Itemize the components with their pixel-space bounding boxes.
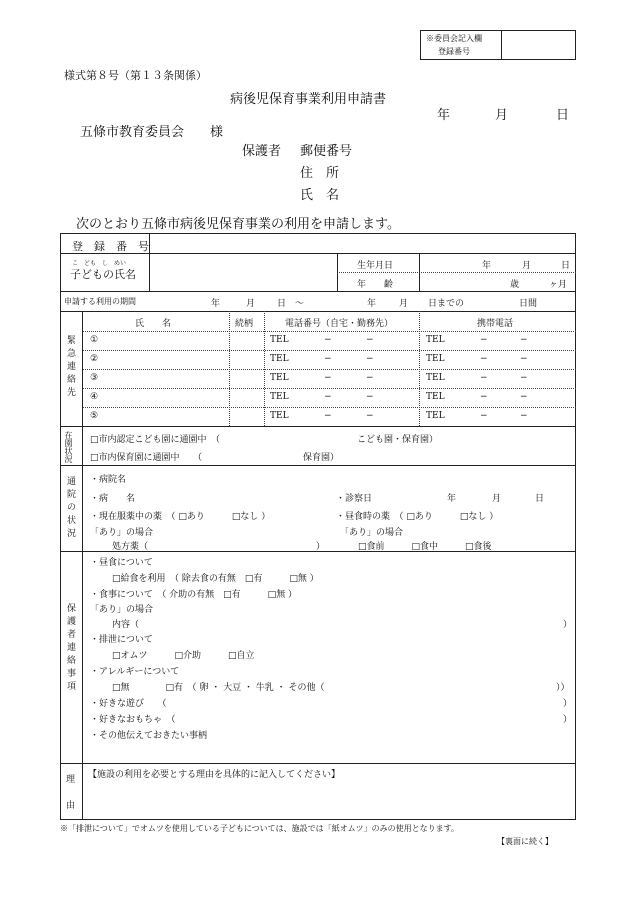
note-lunch-options[interactable]: □給食を利用 （ 除去食の有無 □有 □無 ） xyxy=(112,574,319,584)
birth-label: 生年月日 xyxy=(357,261,394,271)
hospital-side-label: 通院の状況 xyxy=(65,476,75,541)
footnote: ※「排泄について」でオムツを使用している子どもについては、施設では「紙オムツ」のみの使用となります。 xyxy=(60,824,460,833)
em-row-dash: − xyxy=(520,392,528,402)
reg-no-label: 登 録 番 号 xyxy=(72,240,149,253)
enrollment-line2[interactable]: □市内保育園に通園中 （ xyxy=(90,453,203,463)
continued-note: 【裏面に続く】 xyxy=(497,837,553,846)
note-toy: ・好きなおもちゃ （ xyxy=(90,715,176,725)
age-label: 年 齢 xyxy=(357,280,394,290)
em-header-relation: 続柄 xyxy=(235,319,254,329)
em-row-tel-label: TEL xyxy=(270,335,289,345)
em-row-dash: − xyxy=(366,335,374,345)
prescription-end: ） xyxy=(316,542,326,552)
em-header-name: 氏 名 xyxy=(135,319,172,329)
form-number: 様式第８号（第１３条関係） xyxy=(64,69,207,82)
em-row-dash: − xyxy=(366,392,374,402)
name-label: 氏 名 xyxy=(300,188,340,203)
em-row-mobile-tel-label: TEL xyxy=(426,354,445,364)
child-name-ruby: こ ども し めい xyxy=(72,260,127,267)
note-toy-close: ） xyxy=(563,715,573,725)
address-label: 住 所 xyxy=(300,166,340,181)
committee-regno-label: 登録番号 xyxy=(438,47,470,56)
hospital-name: ・病院名 xyxy=(90,475,127,485)
birth-month: 月 xyxy=(522,261,532,271)
em-row-dash: − xyxy=(324,411,332,421)
period-y1: 年 xyxy=(211,299,221,309)
em-row-tel-label: TEL xyxy=(270,354,289,364)
em-row-dash: − xyxy=(520,373,528,383)
intro-text: 次のとおり五條市病後児保育事業の利用を申請します。 xyxy=(76,217,400,232)
em-row-number: ② xyxy=(90,354,99,364)
addressee: 五條市教育委員会 様 xyxy=(80,125,224,140)
period-d2: 日までの xyxy=(428,299,465,309)
committee-label: ※委員会記入欄 xyxy=(426,34,482,43)
age-months: ヶ月 xyxy=(549,280,568,290)
reason-side-2: 由 xyxy=(66,801,76,811)
em-row-dash: − xyxy=(480,392,488,402)
enrollment-side-label xyxy=(63,431,81,463)
reason-field[interactable] xyxy=(84,780,574,818)
date-year: 年 xyxy=(437,108,451,123)
note-content-close: ） xyxy=(563,620,573,630)
date-month: 月 xyxy=(495,108,509,123)
timing-options[interactable]: □食前 □食中 □食後 xyxy=(358,542,492,552)
period-m1: 月 xyxy=(246,299,256,309)
birth-year: 年 xyxy=(482,261,492,271)
ari-case-1: 「あり」の場合 xyxy=(90,528,154,538)
reason-instruction: 【施設の利用を必要とする理由を具体的に記入してください】 xyxy=(88,770,341,780)
reason-side-1: 理 xyxy=(66,775,76,785)
period-y2: 年 xyxy=(367,299,377,309)
note-ari: 「あり」の場合 xyxy=(90,605,154,615)
note-other: ・その他伝えておきたい事柄 xyxy=(90,731,208,741)
ari-case-2: 「あり」の場合 xyxy=(340,528,404,538)
em-row-dash: − xyxy=(324,373,332,383)
visit-day: 日 xyxy=(535,494,545,504)
em-row-tel-label: TEL xyxy=(270,392,289,402)
em-row-dash: − xyxy=(520,411,528,421)
em-row-tel-label: TEL xyxy=(270,373,289,383)
enrollment-line1[interactable]: □市内認定こども園に通園中 （ xyxy=(90,435,221,445)
enrollment-line1-end: こども園・保育園） xyxy=(357,435,439,445)
em-row-dash: − xyxy=(480,411,488,421)
postal-label: 郵便番号 xyxy=(300,144,353,159)
note-lunch: ・昼食について xyxy=(90,558,153,568)
em-row-number: ⑤ xyxy=(90,411,99,421)
hospital-visit: ・診察日 xyxy=(336,494,373,504)
em-row-number: ④ xyxy=(90,392,99,402)
period-label: 申請する利用の期間 xyxy=(64,297,136,306)
reg-no-field[interactable] xyxy=(150,234,575,252)
em-row-dash: − xyxy=(520,335,528,345)
period-d1: 日 〜 xyxy=(277,299,305,309)
guardian-label: 保護者 xyxy=(242,144,282,159)
note-toilet: ・排泄について xyxy=(90,635,153,645)
prescription-label: 処方薬（ xyxy=(112,542,149,552)
visit-year: 年 xyxy=(447,494,457,504)
age-years: 歳 xyxy=(510,280,520,290)
em-row-dash: − xyxy=(366,373,374,383)
em-row-dash: − xyxy=(366,411,374,421)
notes-side-label: 保護者連絡事項 xyxy=(65,603,75,694)
em-row-mobile-tel-label: TEL xyxy=(426,411,445,421)
em-header-mobile: 携帯電話 xyxy=(477,319,514,329)
note-toilet-options[interactable]: □オムツ □介助 □自立 xyxy=(112,651,255,661)
em-row-dash: − xyxy=(480,354,488,364)
note-allergy: ・アレルギーについて xyxy=(90,667,180,677)
lunch-medicine[interactable]: ・昼食時の薬 （ □あり □なし ） xyxy=(336,512,499,522)
em-row-dash: − xyxy=(324,392,332,402)
date-day: 日 xyxy=(556,108,570,123)
enrollment-side-text: 在園状況 xyxy=(64,431,73,463)
note-allergy-options[interactable]: □無 □有 （ 卵 ・ 大豆 ・ 牛乳 ・ その他（ xyxy=(112,683,325,693)
birth-day: 日 xyxy=(561,261,571,271)
enrollment-line2-end: 保育園） xyxy=(303,453,340,463)
period-m2: 月 xyxy=(399,299,409,309)
em-row-dash: − xyxy=(480,373,488,383)
em-row-number: ③ xyxy=(90,373,99,383)
em-row-dash: − xyxy=(520,354,528,364)
note-play-close: ） xyxy=(563,699,573,709)
em-row-dash: − xyxy=(324,335,332,345)
note-meal[interactable]: ・食事について （ 介助の有無 □有 □無 ） xyxy=(90,590,298,600)
em-row-dash: − xyxy=(366,354,374,364)
child-name-field[interactable] xyxy=(150,254,336,290)
emergency-side-label: 緊急連絡先 xyxy=(65,335,75,400)
em-header-phone: 電話番号（自宅・勤務先） xyxy=(285,319,394,329)
child-name-label: 子どもの氏名 xyxy=(70,268,136,281)
page-title: 病後児保育事業利用申請書 xyxy=(230,92,387,107)
current-medicine[interactable]: ・現在服薬中の薬 （ □あり □なし ） xyxy=(90,512,271,522)
em-row-number: ① xyxy=(90,335,99,345)
note-allergy-close: ）） xyxy=(556,683,570,693)
visit-month: 月 xyxy=(492,494,502,504)
em-row-mobile-tel-label: TEL xyxy=(426,373,445,383)
period-days: 日間 xyxy=(519,299,538,309)
em-row-dash: − xyxy=(480,335,488,345)
committee-regno-field[interactable] xyxy=(502,31,575,59)
hospital-disease: ・病 名 xyxy=(90,494,136,504)
note-content: 内容（ xyxy=(112,620,140,630)
em-row-dash: − xyxy=(324,354,332,364)
note-play: ・好きな遊び （ xyxy=(90,699,167,709)
em-row-mobile-tel-label: TEL xyxy=(426,335,445,345)
em-row-tel-label: TEL xyxy=(270,411,289,421)
em-row-mobile-tel-label: TEL xyxy=(426,392,445,402)
